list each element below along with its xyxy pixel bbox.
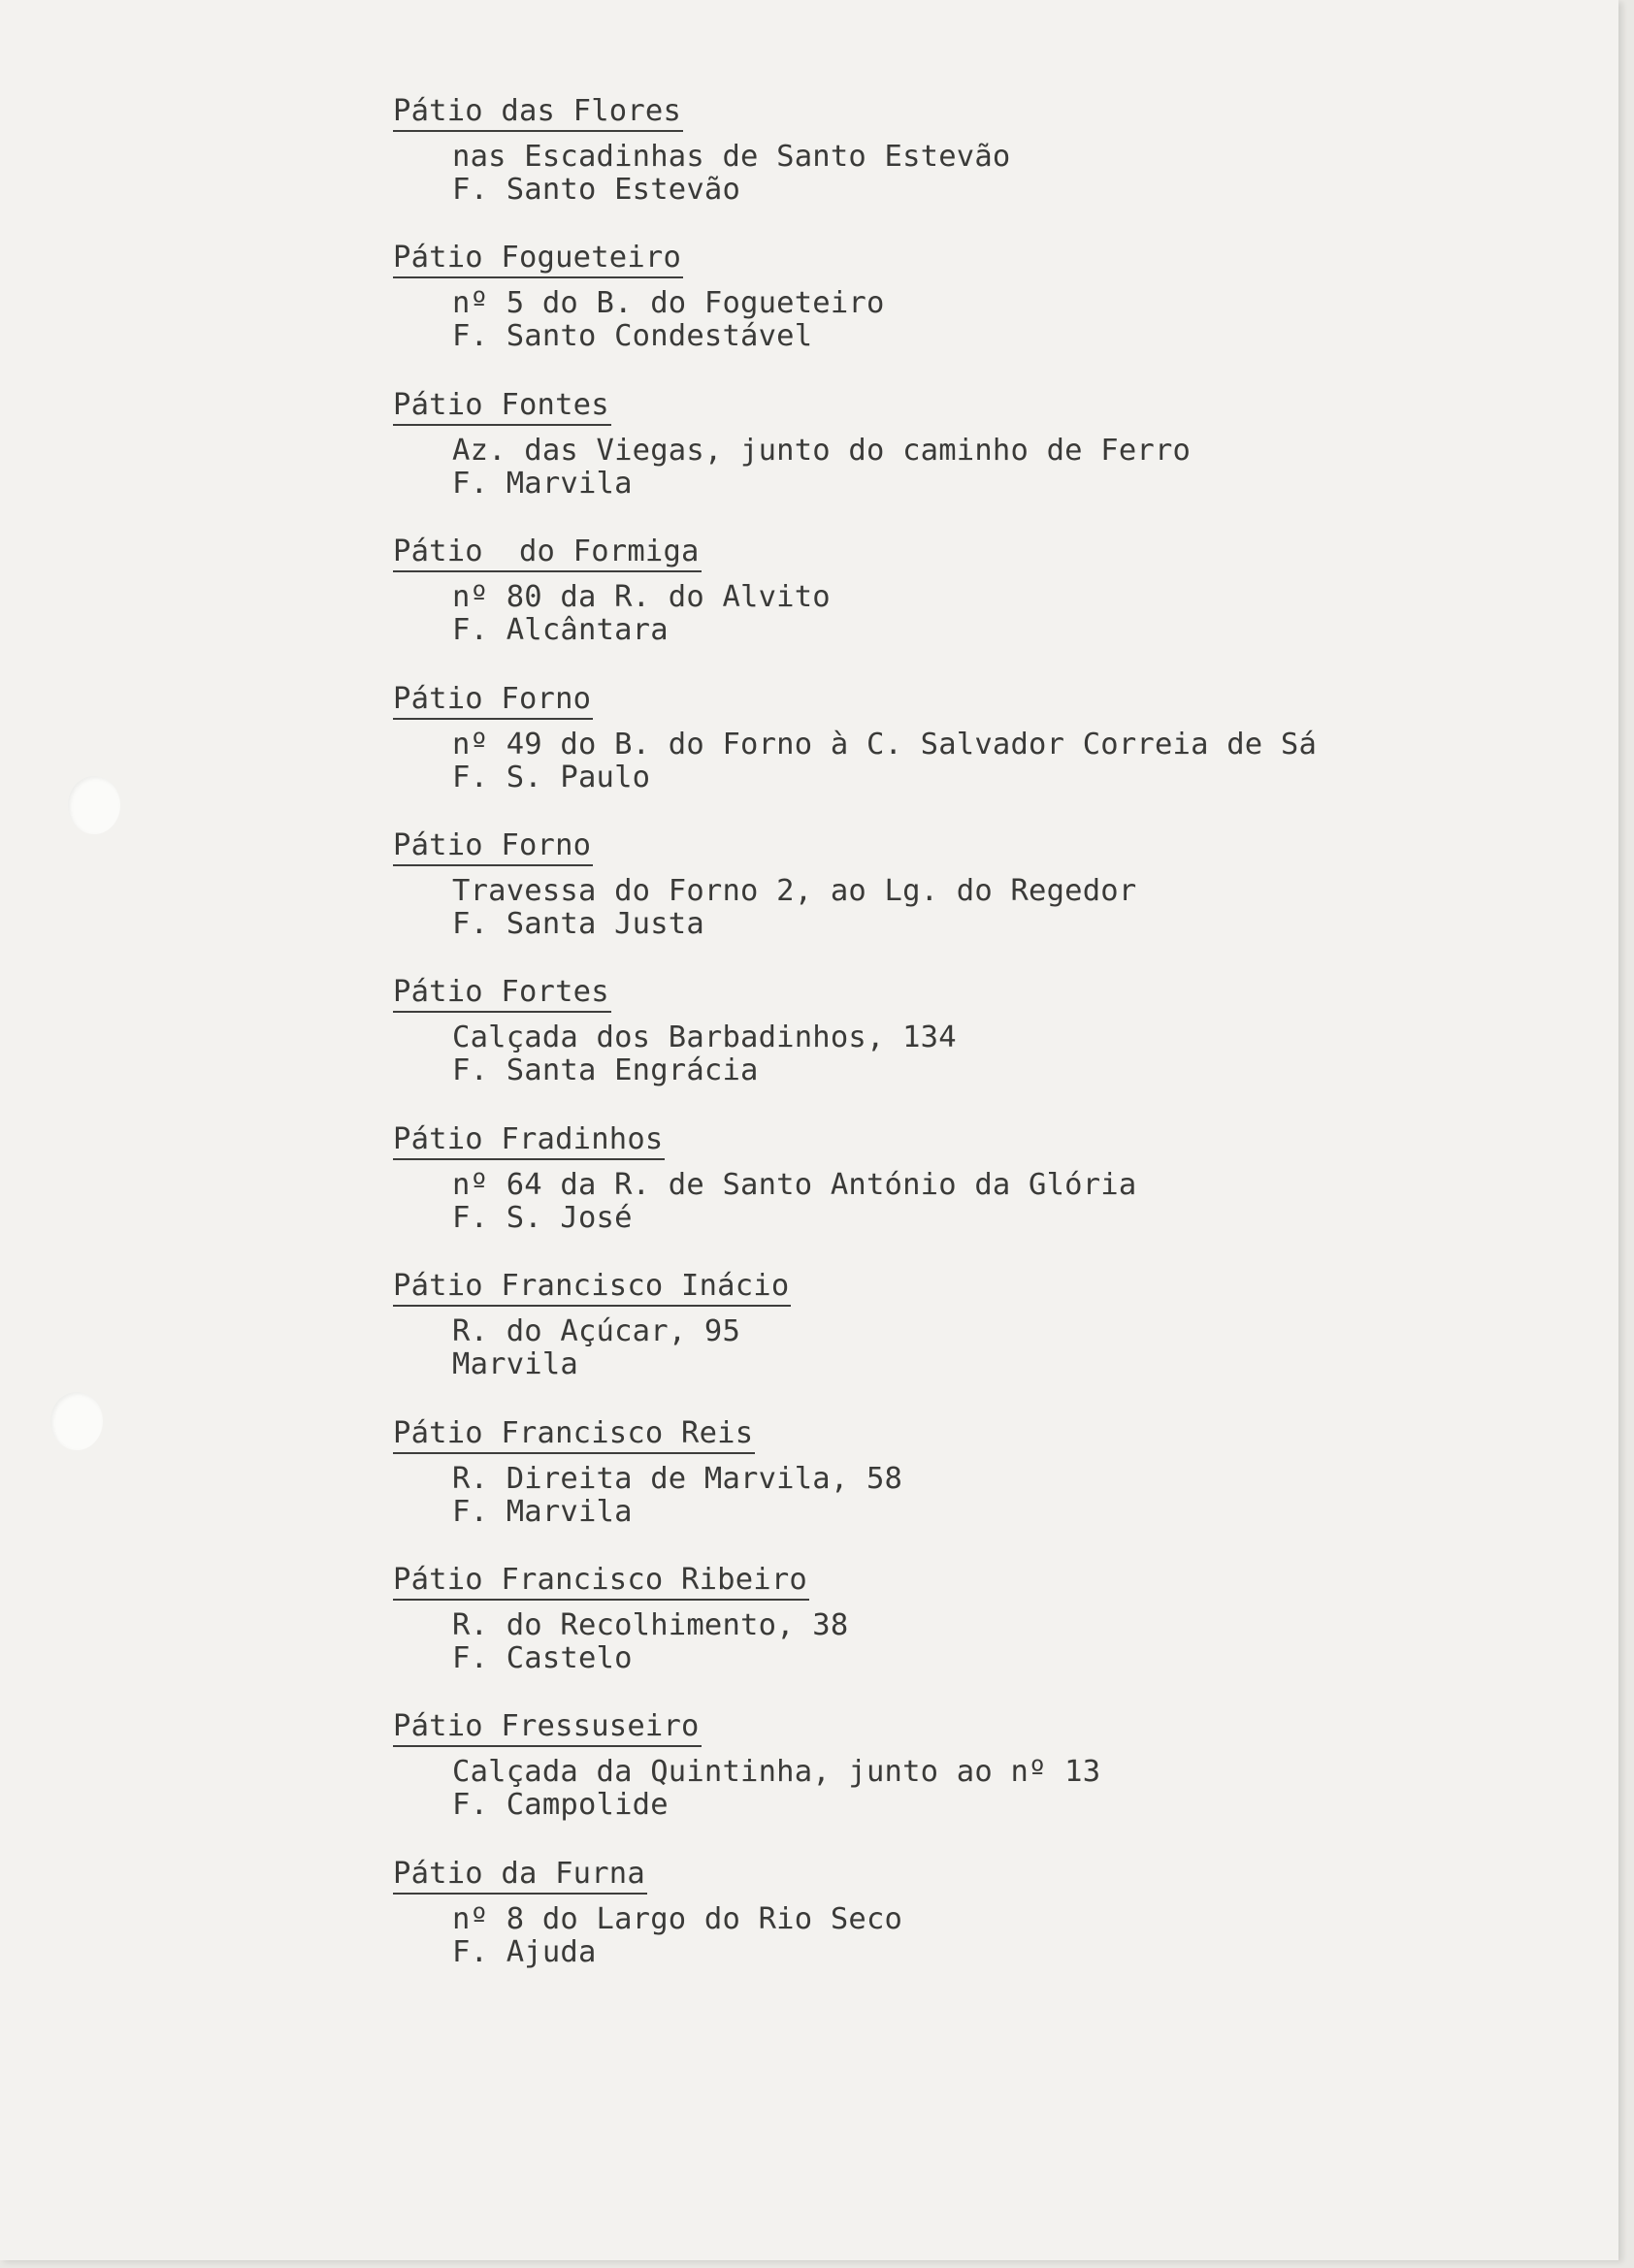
entry bbox=[393, 1708, 1509, 1855]
entry-address: nº 80 da R. do Alvito bbox=[452, 580, 831, 615]
entry-list bbox=[393, 93, 1509, 2002]
entry-address: Calçada da Quintinha, junto ao nº 13 bbox=[452, 1755, 1101, 1790]
punch-hole bbox=[68, 776, 120, 834]
entry-address: Calçada dos Barbadinhos, 134 bbox=[452, 1021, 957, 1055]
entry-heading: Pátio da Furna bbox=[393, 1856, 647, 1895]
entry-heading: Pátio Francisco Ribeiro bbox=[393, 1562, 809, 1601]
entry-parish: F. Castelo bbox=[452, 1640, 633, 1675]
entry bbox=[393, 1856, 1509, 2002]
entry bbox=[393, 534, 1509, 680]
entry-parish: F. S. José bbox=[452, 1200, 633, 1235]
entry-parish: F. Marvila bbox=[452, 466, 633, 501]
entry bbox=[393, 93, 1509, 240]
entry-parish: F. Alcântara bbox=[452, 613, 669, 648]
entry-address: nº 5 do B. do Fogueteiro bbox=[452, 286, 885, 321]
entry bbox=[393, 1415, 1509, 1562]
entry-parish: F. Santa Engrácia bbox=[452, 1053, 759, 1088]
entry-heading: Pátio das Flores bbox=[393, 93, 683, 132]
entry-heading: Pátio Fogueteiro bbox=[393, 240, 683, 278]
entry bbox=[393, 240, 1509, 386]
entry-heading: Pátio Forno bbox=[393, 681, 593, 720]
entry-parish: F. Santo Condestável bbox=[452, 319, 813, 354]
punch-hole bbox=[50, 1392, 103, 1450]
entry-heading: Pátio Francisco Reis bbox=[393, 1415, 755, 1454]
entry-parish: Marvila bbox=[452, 1347, 578, 1382]
entry-parish: F. Ajuda bbox=[452, 1934, 597, 1969]
entry-address: R. do Recolhimento, 38 bbox=[452, 1607, 849, 1642]
entry-heading: Pátio Fortes bbox=[393, 974, 611, 1013]
entry-heading: Pátio Fressuseiro bbox=[393, 1708, 702, 1747]
entry bbox=[393, 827, 1509, 974]
entry-parish: F. Santo Estevão bbox=[452, 173, 741, 207]
entry-address: R. Direita de Marvila, 58 bbox=[452, 1461, 903, 1496]
entry-address: nº 49 do B. do Forno à C. Salvador Correia de Sá bbox=[452, 727, 1318, 761]
entry bbox=[393, 1562, 1509, 1708]
entry-heading: Pátio Forno bbox=[393, 827, 593, 866]
entry-address: Travessa do Forno 2, ao Lg. do Regedor bbox=[452, 873, 1137, 908]
entry-address: R. do Açúcar, 95 bbox=[452, 1314, 741, 1349]
entry bbox=[393, 681, 1509, 827]
entry-heading: Pátio Fontes bbox=[393, 387, 611, 426]
entry bbox=[393, 1268, 1509, 1414]
entry bbox=[393, 974, 1509, 1120]
entry bbox=[393, 387, 1509, 534]
entry-heading: Pátio Francisco Inácio bbox=[393, 1268, 791, 1307]
entry-address: nas Escadinhas de Santo Estevão bbox=[452, 140, 1011, 174]
entry-address: nº 8 do Largo do Rio Seco bbox=[452, 1901, 903, 1936]
entry-parish: F. Santa Justa bbox=[452, 906, 704, 941]
entry-address: nº 64 da R. de Santo António da Glória bbox=[452, 1167, 1137, 1202]
entry-parish: F. Campolide bbox=[452, 1788, 669, 1823]
entry-parish: F. Marvila bbox=[452, 1494, 633, 1529]
entry bbox=[393, 1121, 1509, 1268]
entry-parish: F. S. Paulo bbox=[452, 760, 651, 794]
entry-heading: Pátio Fradinhos bbox=[393, 1121, 665, 1160]
entry-heading: Pátio do Formiga bbox=[393, 534, 702, 572]
entry-address: Az. das Viegas, junto do caminho de Ferro bbox=[452, 433, 1192, 468]
